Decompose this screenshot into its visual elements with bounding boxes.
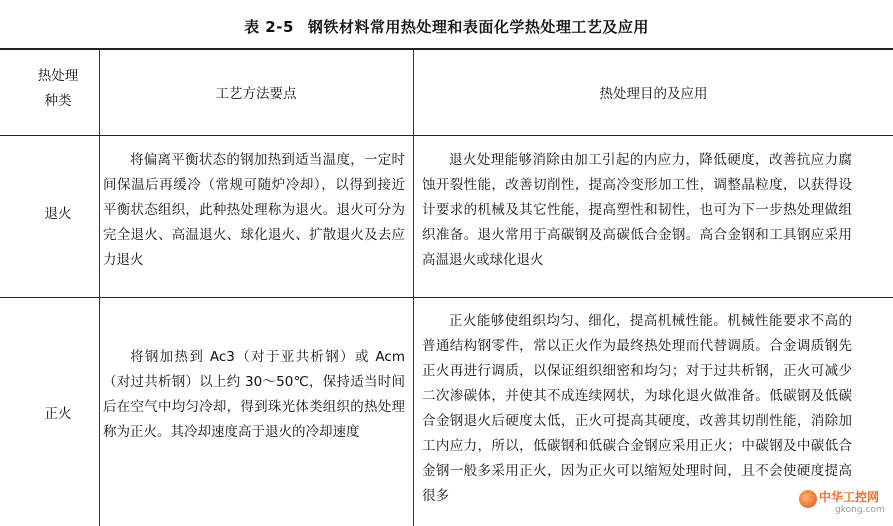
watermark-name: 中华工控网: [819, 490, 880, 504]
table-title-text: 钢铁材料常用热处理和表面化学热处理工艺及应用: [307, 18, 649, 36]
header-purpose: 热处理目的及应用: [599, 86, 708, 102]
header-type: 热处理 种类: [37, 68, 79, 109]
row-annealing-type: 退火: [44, 206, 72, 222]
row-normalizing-type: 正火: [44, 406, 72, 422]
column-divider-2: [413, 49, 414, 526]
watermark-logo-icon: [799, 490, 817, 508]
column-divider-1: [99, 49, 100, 526]
row-annealing-purpose: 退火处理能够消除由加工引起的内应力，降低硬度，改善抗应力腐蚀开裂性能，改善切削性，提高冷变形加工性，调整晶粒度，以获得设计要求的机械及其它性能，提高塑性和韧性，也可为下一步热处理做组织准备。退火常用于高碳钢及高碳低合金钢。高合金钢和工具钢应采用高温退火或球化退火: [422, 152, 852, 268]
table-title: [0, 16, 893, 40]
row-divider: [0, 297, 893, 298]
watermark-url: gkong.com: [835, 505, 885, 515]
watermark: [799, 488, 885, 520]
row-annealing-method: 将偏离平衡状态的钢加热到适当温度，一定时间保温后再缓冷（常规可随炉冷却），以得到接近平衡状态组织，此种热处理称为退火。退火可分为完全退火、高温退火、球化退火、扩散退火及去应力退火: [103, 152, 405, 268]
header-rule: [0, 135, 893, 136]
row-normalizing-method: 将钢加热到 Ac3（对于亚共析钢）或 Acm（对过共析钢）以上约 30～50℃，保持适当时间后在空气中均匀冷却，得到珠光体类组织的热处理称为正火。其冷却速度高于退火的冷却速度: [103, 349, 405, 440]
header-method: 工艺方法要点: [215, 86, 297, 102]
top-rule: [0, 48, 893, 50]
table-number: 表 2-5: [244, 18, 294, 36]
row-normalizing-purpose: 正火能够使组织均匀、细化，提高机械性能。机械性能要求不高的普通结构钢零件，常以正火作为最终热处理而代替调质。合金调质钢先正火再进行调质，以保证组织细密和均匀；对于过共析钢，正火可减少二次渗碳体，并使其不成连续网状，为球化退火做准备。低碳钢及低碳合金钢退火后硬度太低，正火可提高其硬度，改善其切削性能，消除加工内应力，所以，低碳钢和低碳合金钢应采用正火；中碳钢及中碳低合金钢一般多采用正火，因为正火可以缩短处理时间，且不会使硬度提高很多: [422, 313, 852, 504]
